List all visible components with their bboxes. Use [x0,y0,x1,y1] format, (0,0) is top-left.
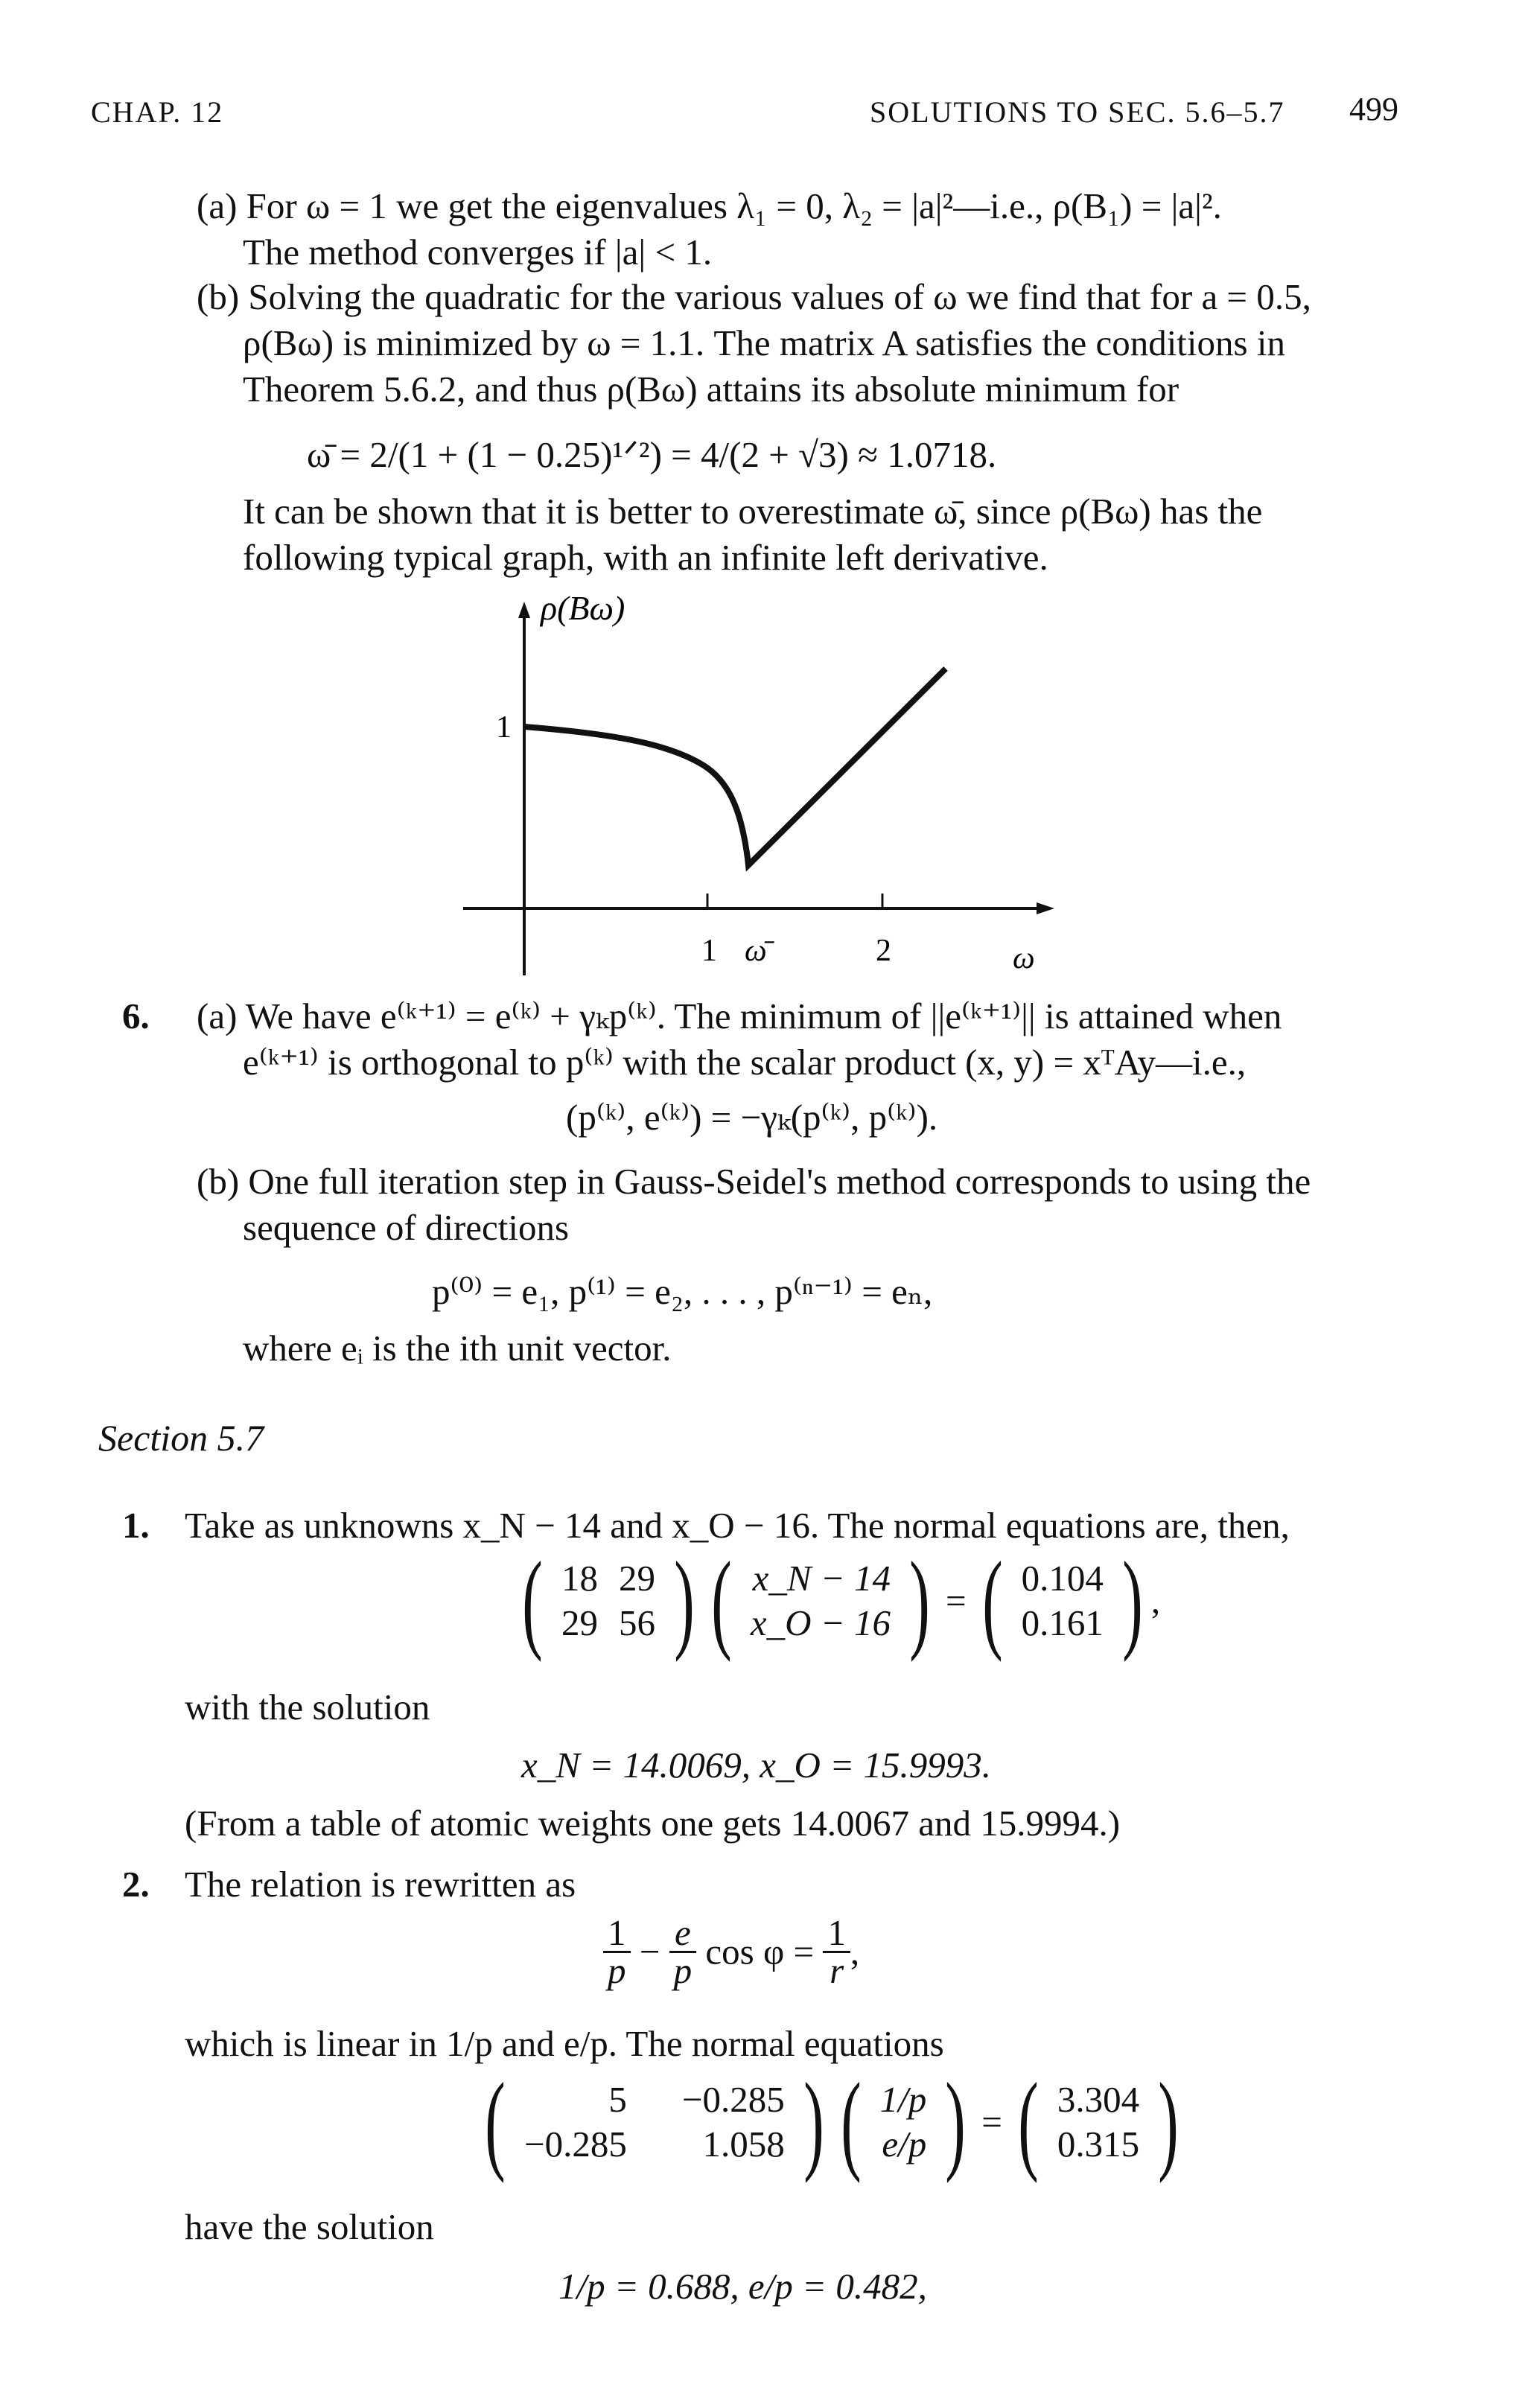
rel-cos: cos φ = [705,1931,815,1972]
item-2-number: 2. [122,1864,150,1905]
item-2-have-solution: have the solution [185,2206,434,2247]
x-tick-label-1: 1 [701,934,717,968]
item-6-number: 6. [122,996,150,1036]
item-6a-line-1: (a) We have e⁽ᵏ⁺¹⁾ = e⁽ᵏ⁾ + γₖp⁽ᵏ⁾. The minimum of ||e⁽ᵏ⁺¹⁾|| is attained when [197,996,1282,1036]
rel-f3-num: 1 [823,1915,850,1953]
x-axis-label: ω [1013,941,1035,975]
item-1-with-solution: with the solution [185,1686,430,1727]
item-1-matrix [551,1556,666,1646]
part-b-line-3: Theorem 5.6.2, and thus ρ(Bω) attains its absolute minimum for [243,369,1179,410]
item-1-intro: Take as unknowns x_N − 14 and x_O − 16. The normal equations are, then, [185,1505,1290,1546]
item-6b-line-2: sequence of directions [243,1207,570,1248]
v2-2: e/p [882,2124,927,2165]
m1-a11: 18 [561,1558,598,1599]
omega-bar-equation: ω̄ = 2/(1 + (1 − 0.25)¹ᐟ²) = 4/(2 + √3) ≈ 1.0718. [307,434,997,475]
y-tick-label: 1 [496,710,512,745]
item-1-vector [740,1556,901,1646]
chapter-label: CHAP. 12 [91,95,224,129]
running-head: SOLUTIONS TO SEC. 5.6–5.7 [870,95,1285,129]
v1-2: x_O − 16 [750,1602,891,1643]
item-2-linear-line: which is linear in 1/p and e/p. The normal equations [185,2023,944,2064]
part-a-line-1: (a) For ω = 1 we get the eigenvalues λ₁ = 0, λ₂ = |a|²—i.e., ρ(B₁) = |a|². [197,185,1222,226]
r1-1: 0.104 [1021,1558,1104,1599]
item-2-matrix-equation: ( 5 −0.285 −0.285 1.058 ) ( 1/p e/p ) = ( 3.304 0.315 ) [485,2060,1179,2184]
r1-2: 0.161 [1021,1602,1104,1643]
y-axis-arrow-icon [518,602,530,618]
m1-a22: 56 [618,1602,655,1643]
item-2-intro: The relation is rewritten as [185,1864,576,1905]
part-a-line-2: The method converges if |a| < 1. [243,232,713,273]
item-6b-tail: where eᵢ is the ith unit vector. [243,1328,672,1369]
rho-curve [524,669,946,865]
item-2-matrix [514,2077,795,2167]
m1-a21: 29 [561,1602,598,1643]
item-1-solution: x_N = 14.0069, x_O = 15.9993. [521,1745,991,1786]
item-1-matrix-equation: ( 18 29 29 56 ) ( x_N − 14 x_O − 16 ) = ( 0.104 0.161 ) , [522,1539,1161,1663]
m2-a11: 5 [608,2079,627,2120]
x-axis-arrow-icon [1037,902,1054,914]
r2-1: 3.304 [1057,2079,1140,2120]
item-1-rhs [1011,1556,1114,1646]
r2-2: 0.315 [1057,2124,1140,2165]
item-1-number: 1. [122,1505,150,1546]
part-b-line-2: ρ(Bω) is minimized by ω = 1.1. The matrix A satisfies the conditions in [243,322,1285,363]
item-6a-equation: (p⁽ᵏ⁾, e⁽ᵏ⁾) = −γₖ(p⁽ᵏ⁾, p⁽ᵏ⁾). [566,1097,938,1138]
item-2-rhs [1047,2077,1150,2167]
spectral-radius-graph [447,596,1072,983]
rel-f3-den: r [830,1950,844,1991]
part-b-line-1: (b) Solving the quadratic for the various values of ω we find that for a = 0.5, [197,276,1311,317]
item-6a-line-2: e⁽ᵏ⁺¹⁾ is orthogonal to p⁽ᵏ⁾ with the scalar product (x, y) = xᵀAy—i.e., [243,1042,1247,1083]
v1-1: x_N − 14 [752,1558,891,1599]
x-tick-label-omega-bar: ω̄ [745,934,767,968]
y-axis-label: ρ(Bω) [541,596,625,627]
item-6b-line-1: (b) One full iteration step in Gauss-Seidel's method corresponds to using the [197,1161,1311,1202]
item-6b-equation: p⁽⁰⁾ = e₁, p⁽¹⁾ = e₂, . . . , p⁽ⁿ⁻¹⁾ = eₙ, [432,1271,933,1312]
section-title: Section 5.7 [98,1417,264,1459]
m1-a12: 29 [618,1558,655,1599]
overestimate-line-2: following typical graph, with an infinite left derivative. [243,537,1048,578]
x-tick-label-2: 2 [876,934,891,968]
page-number: 499 [1349,91,1398,127]
overestimate-line-1: It can be shown that it is better to overestimate ω̄, since ρ(Bω) has the [243,491,1263,532]
rel-f1-num: 1 [603,1915,631,1953]
m2-a22: 1.058 [702,2124,785,2165]
rel-f2-num: e [669,1915,697,1953]
item-2-relation: $\frac{1}{p}$ − $\frac{e}{p}$ cos φ = $\frac{1}{r}$ , [603,1915,859,1989]
m2-a21: −0.285 [523,2124,627,2165]
m2-a12: −0.285 [681,2079,785,2120]
rel-f1-den: p [608,1950,626,1991]
item-1-note: (From a table of atomic weights one gets 14.0067 and 15.9994.) [185,1803,1121,1844]
item-2-vector [870,2077,937,2167]
rel-f2-den: p [673,1950,693,1991]
item-2-solution: 1/p = 0.688, e/p = 0.482, [558,2266,927,2307]
v2-1: 1/p [879,2079,927,2120]
